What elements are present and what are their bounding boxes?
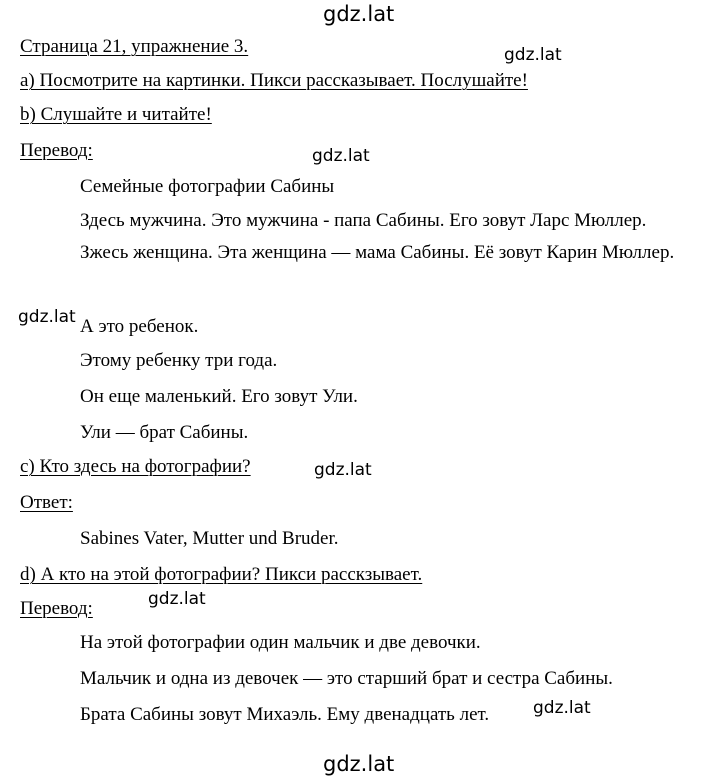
task-a: a) Посмотрите на картинки. Пикси рассказывает. Послушайте! bbox=[20, 70, 528, 91]
translation-line: Ули — брат Сабины. bbox=[80, 422, 249, 443]
translation-line: Брата Сабины зовут Михаэль. Ему двенадцать лет. bbox=[80, 704, 490, 725]
watermark: gdz.lat bbox=[533, 698, 591, 718]
translation-label: Перевод: bbox=[20, 140, 93, 161]
translation-paragraph: Зжесь женщина. Эта женщина — мама Сабины. Её зовут Карин Мюллер. bbox=[80, 242, 675, 263]
watermark: gdz.lat bbox=[18, 307, 76, 327]
watermark: gdz.lat bbox=[504, 45, 562, 65]
watermark-top: gdz.lat bbox=[323, 2, 395, 26]
answer-text: Sabines Vater, Mutter und Bruder. bbox=[80, 528, 339, 549]
answer-label: Ответ: bbox=[20, 492, 73, 513]
task-d: d) А кто на этой фотографии? Пикси расскзывает. bbox=[20, 564, 423, 585]
task-b: b) Слушайте и читайте! bbox=[20, 104, 212, 125]
translation-line: Семейные фотографии Сабины bbox=[80, 176, 335, 197]
translation-line: А это ребенок. bbox=[80, 316, 199, 337]
page-header: Страница 21, упражнение 3. bbox=[20, 36, 249, 57]
translation-line: Мальчик и одна из девочек — это старший брат и сестра Сабины. bbox=[80, 668, 613, 689]
translation-line: Этому ребенку три года. bbox=[80, 350, 278, 371]
translation-line: На этой фотографии один мальчик и две девочки. bbox=[80, 632, 481, 653]
watermark-bottom: gdz.lat bbox=[323, 752, 395, 776]
translation-line: Он еще маленький. Его зовут Ули. bbox=[80, 386, 358, 407]
translation-line: Здесь мужчина. Это мужчина - папа Сабины. Его зовут Ларс Мюллер. bbox=[80, 210, 647, 231]
watermark: gdz.lat bbox=[148, 589, 206, 609]
watermark: gdz.lat bbox=[314, 460, 372, 480]
translation-label: Перевод: bbox=[20, 598, 93, 619]
task-c: c) Кто здесь на фотографии? bbox=[20, 456, 251, 477]
watermark: gdz.lat bbox=[312, 146, 370, 166]
